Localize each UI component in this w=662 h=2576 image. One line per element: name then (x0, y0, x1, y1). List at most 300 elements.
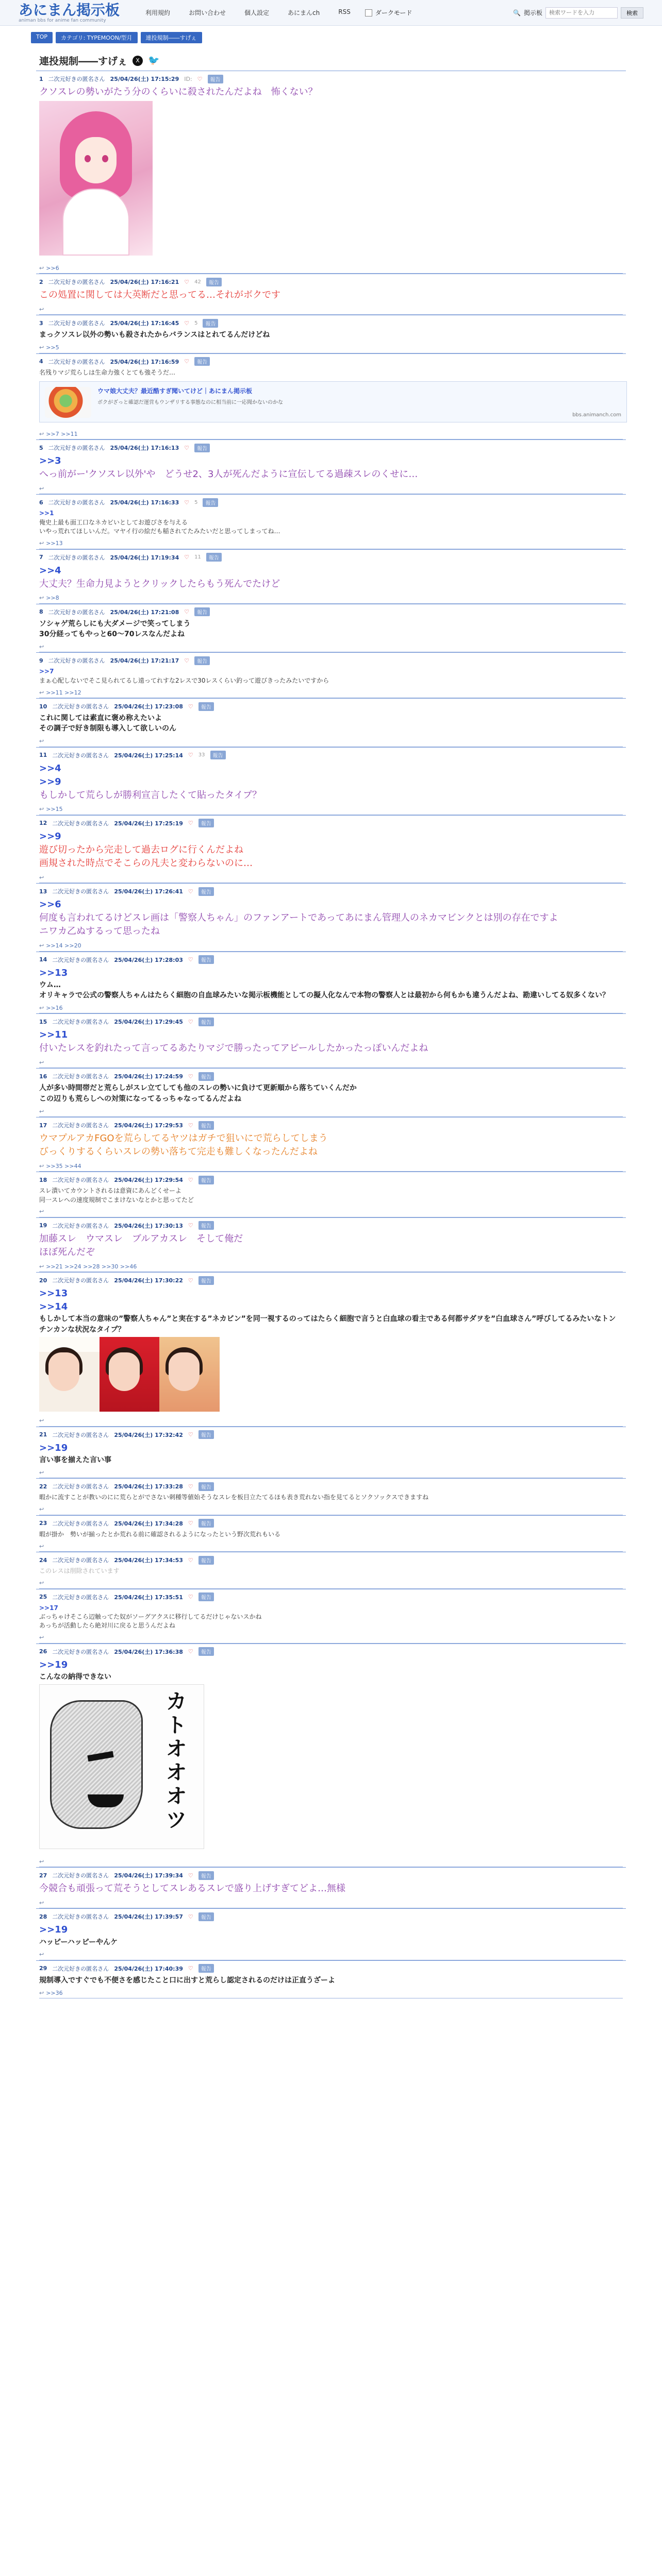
post-body (39, 1230, 623, 1260)
report-button[interactable]: 報告 (198, 1121, 214, 1130)
report-button[interactable]: 報告 (198, 1018, 214, 1026)
post-header (39, 1555, 623, 1565)
post-header (39, 702, 623, 711)
share-x-icon[interactable]: X (133, 56, 143, 66)
card-text (97, 387, 283, 406)
heart-icon[interactable]: ♡ (188, 1431, 193, 1438)
reply-anchor[interactable]: >>19 (39, 1442, 68, 1453)
post-replies (39, 1003, 623, 1013)
reply-anchor[interactable]: >>6 (39, 899, 61, 910)
report-button[interactable]: 報告 (198, 1482, 214, 1491)
post-date: 25/04/26(土) 17:29:45 (114, 1019, 183, 1026)
post-body (39, 83, 623, 262)
poster-name: 二次元好きの匿名さん (52, 1872, 109, 1879)
post-text: 暇が掛か 勢いが揃ったとか荒れる前に確認されるようになったという野次荒れもいる (39, 1530, 281, 1538)
post-number[interactable]: 2 (39, 278, 43, 285)
reply-links[interactable]: >>5 (46, 344, 59, 351)
report-button[interactable]: 報告 (194, 607, 210, 616)
reply-anchor[interactable]: >>9 (39, 831, 61, 842)
site-logo[interactable] (19, 3, 127, 23)
post-replies (39, 429, 623, 439)
reply-anchor[interactable]: >>19 (39, 1659, 68, 1670)
post-body (39, 964, 623, 1002)
reply-icon[interactable]: ↩ (39, 595, 44, 602)
poster-name: 二次元好きの匿名さん (48, 320, 105, 327)
reply-links[interactable]: >>21 >>24 >>28 >>30 >>46 (46, 1263, 137, 1270)
post-replies (39, 1856, 623, 1867)
post-replies (39, 687, 623, 698)
reply-links[interactable]: >>16 (46, 1004, 63, 1011)
reply-icon[interactable]: ↩ (39, 689, 44, 696)
search-scope[interactable]: 掲示板 (523, 9, 542, 16)
reply-icon[interactable]: ↩ (39, 1004, 44, 1011)
report-button[interactable]: 報告 (198, 1964, 214, 1973)
post-text: ぶっちゃけそこら辺触ってた奴がソーグアクスに移行してるだけじゃないスかね (39, 1613, 262, 1620)
post-number[interactable]: 29 (39, 1965, 47, 1972)
post-body (39, 1602, 623, 1632)
post-text: この処置に関しては大英断だと思ってる…それがボクです (39, 290, 280, 301)
post-header (39, 887, 623, 896)
heart-icon[interactable]: ♡ (188, 1520, 193, 1527)
heart-icon[interactable]: ♡ (184, 657, 190, 664)
post-number[interactable]: 3 (39, 319, 43, 327)
post-header (39, 1221, 623, 1230)
post (36, 1013, 626, 1068)
dark-mode-toggle[interactable] (365, 8, 412, 17)
poster-name: 二次元好きの匿名さん (52, 752, 109, 759)
post (36, 315, 626, 353)
post-text: へっ前がー'クソスレ以外'や どうせ2、3人が死んだように宣伝してる過疎スレのくせに… (39, 469, 418, 480)
post-date: 25/04/26(土) 17:36:38 (114, 1648, 183, 1655)
manga-char: カ (166, 1689, 187, 1714)
reply-icon[interactable]: ↩ (39, 1899, 44, 1906)
report-button[interactable]: 報告 (198, 1519, 214, 1528)
post-text: びっくりするくらいスレの勢い落ちて完走も難しくなったんだよね (39, 1146, 318, 1158)
heart-icon[interactable]: ♡ (188, 1872, 193, 1879)
manga-face (50, 1700, 143, 1829)
poster-name: 二次元好きの匿名さん (52, 1073, 109, 1080)
poster-name: 二次元好きの匿名さん (52, 1648, 109, 1655)
report-button[interactable]: 報告 (203, 498, 218, 507)
reply-links[interactable]: >>7 >>11 (46, 430, 78, 437)
heart-icon[interactable]: ♡ (184, 358, 190, 365)
nav-settings[interactable]: 個人設定 (244, 9, 270, 16)
reply-icon[interactable]: ↩ (39, 306, 44, 313)
thread-posts (36, 71, 626, 1998)
report-button[interactable]: 報告 (198, 1221, 214, 1230)
post-replies (39, 1207, 623, 1217)
reply-icon[interactable]: ↩ (39, 1059, 44, 1066)
nav-rss[interactable]: RSS (338, 8, 351, 15)
heart-icon[interactable]: ♡ (188, 1965, 193, 1972)
post-date: 25/04/26(土) 17:15:29 (110, 76, 179, 82)
reply-anchor[interactable]: >>7 (39, 668, 54, 675)
post-body (39, 711, 623, 735)
post (36, 1643, 626, 1868)
report-button[interactable]: 報告 (198, 1430, 214, 1439)
post-replies (39, 263, 623, 273)
post-header (39, 819, 623, 828)
post-replies (39, 304, 623, 314)
post-date: 25/04/26(土) 17:26:41 (114, 888, 183, 895)
poster-name: 二次元好きの匿名さん (52, 1913, 109, 1921)
reply-icon[interactable]: ↩ (39, 1989, 44, 1996)
post-date: 25/04/26(土) 17:25:19 (114, 820, 183, 827)
heart-icon[interactable]: ♡ (188, 1176, 193, 1183)
heart-icon[interactable]: ♡ (184, 278, 190, 285)
heart-icon[interactable]: ♡ (188, 1073, 193, 1080)
body-shape (62, 189, 129, 256)
post-replies (39, 1467, 623, 1478)
post (36, 1552, 626, 1588)
post-number[interactable]: 19 (39, 1222, 47, 1229)
card-description: ボクがざっと確認だ運営もウンザリする事態なのに相当前に一応聞かないのかな (97, 399, 283, 405)
post-text: こんなの納得できない (39, 1672, 111, 1681)
report-button[interactable]: 報告 (198, 702, 214, 711)
manga-char: ツ (166, 1808, 187, 1833)
report-button[interactable]: 報告 (210, 751, 226, 759)
post-date: 25/04/26(土) 17:28:03 (114, 956, 183, 963)
post-body (39, 1973, 623, 1987)
reply-anchor[interactable]: >>19 (39, 1924, 68, 1936)
heart-icon[interactable]: ♡ (188, 1648, 193, 1655)
heart-icon[interactable]: ♡ (188, 1594, 193, 1600)
reply-icon[interactable]: ↩ (39, 1543, 44, 1550)
heart-icon[interactable]: ♡ (184, 554, 190, 561)
post-number[interactable]: 18 (39, 1176, 47, 1183)
heart-icon[interactable]: ♡ (188, 1556, 193, 1564)
post-number[interactable]: 24 (39, 1556, 47, 1564)
report-button[interactable]: 報告 (198, 1176, 214, 1184)
post (36, 274, 626, 315)
reply-anchor[interactable]: >>13 (39, 967, 68, 978)
reply-links[interactable]: >>13 (46, 540, 63, 547)
eye-right (102, 155, 108, 162)
post-body (39, 507, 623, 537)
post-date: 25/04/26(土) 17:33:28 (114, 1483, 183, 1490)
post-number[interactable]: 7 (39, 554, 43, 561)
post-number[interactable]: 27 (39, 1872, 47, 1879)
post-number[interactable]: 16 (39, 1073, 47, 1080)
post-header (39, 1430, 623, 1439)
post-body (39, 452, 623, 482)
reply-icon[interactable]: ↩ (39, 643, 44, 650)
reply-icon[interactable]: ↩ (39, 485, 44, 492)
post-number[interactable]: 1 (39, 75, 43, 82)
search-input[interactable] (545, 7, 618, 19)
heart-icon[interactable]: ♡ (188, 888, 193, 895)
poster-panel (39, 1337, 100, 1412)
dark-mode-checkbox[interactable] (365, 9, 372, 16)
post (36, 1908, 626, 1960)
report-button[interactable]: 報告 (206, 553, 222, 562)
post-text: その調子で好き制限も導入して欲しいのん (39, 724, 176, 733)
nav-animanch[interactable]: あにまんch (288, 9, 320, 16)
report-button[interactable]: 報告 (198, 1647, 214, 1656)
like-count: 42 (194, 279, 201, 285)
report-button[interactable]: 報告 (206, 278, 222, 286)
post-number[interactable]: 28 (39, 1913, 47, 1920)
post-date: 25/04/26(土) 17:21:08 (110, 608, 179, 616)
reply-icon[interactable]: ↩ (39, 874, 44, 881)
anime-girl-image[interactable] (39, 101, 153, 256)
report-button[interactable]: 報告 (198, 955, 214, 964)
reply-icon[interactable]: ↩ (39, 1951, 44, 1958)
heart-icon[interactable]: ♡ (188, 703, 193, 710)
reply-icon[interactable]: ↩ (39, 1162, 44, 1170)
post-body (39, 328, 623, 341)
post-text: いやっ荒れてほしいんだ。マヤイ行の絵だも稲されてたみたいだと思ってしまってね… (39, 528, 280, 535)
reply-links[interactable]: >>15 (46, 806, 63, 813)
poster-name: 二次元好きの匿名さん (48, 657, 105, 665)
reply-icon[interactable]: ↩ (39, 430, 44, 437)
reply-icon[interactable]: ↩ (39, 806, 44, 813)
report-button[interactable]: 報告 (194, 656, 210, 665)
reply-anchor[interactable]: >>11 (39, 1029, 68, 1041)
post-header (39, 1592, 623, 1602)
reply-anchor[interactable]: >>4 (39, 565, 61, 576)
heart-icon[interactable]: ♡ (188, 1913, 193, 1920)
post-text: ほぼ死んだぞ (39, 1247, 95, 1258)
heart-icon[interactable]: ♡ (188, 956, 193, 963)
drama-poster-image[interactable] (39, 1337, 220, 1412)
post-body (39, 1439, 623, 1466)
post (36, 1515, 626, 1552)
share-twitter-icon[interactable]: 🐦 (148, 55, 160, 66)
post-replies (39, 1897, 623, 1908)
poster-name: 二次元好きの匿名さん (52, 1483, 109, 1490)
reply-anchor[interactable]: >>9 (39, 776, 61, 787)
post-text: 遊び切ったから完走して過去ログに行くんだよね (39, 844, 243, 856)
heart-icon[interactable]: ♡ (188, 820, 193, 827)
post-number[interactable]: 10 (39, 703, 47, 710)
heart-icon[interactable]: ♡ (184, 608, 190, 616)
reply-icon[interactable]: ↩ (39, 344, 44, 351)
breadcrumb-top[interactable]: TOP (31, 32, 53, 43)
poster-face (169, 1352, 200, 1391)
reply-icon[interactable]: ↩ (39, 1469, 44, 1476)
post-number[interactable]: 8 (39, 608, 43, 616)
report-button[interactable]: 報告 (198, 1556, 214, 1565)
post-text: 人が多い時間帯だと荒らしがスレ立てしても他のスレの勢いに負けて更新順から落ちていくんだか (39, 1084, 357, 1093)
post-date: 25/04/26(土) 17:29:53 (114, 1122, 183, 1129)
post-date: 25/04/26(土) 17:34:28 (114, 1520, 183, 1527)
manga-eye (87, 1751, 113, 1762)
reply-anchor[interactable]: >>17 (39, 1604, 58, 1612)
search-icon: 🔍 (513, 9, 521, 16)
manga-mouth (88, 1794, 124, 1807)
post-body (39, 1026, 623, 1056)
reply-anchor[interactable]: >>4 (39, 762, 61, 774)
report-button[interactable]: 報告 (198, 819, 214, 827)
poster-name: 二次元好きの匿名さん (52, 1122, 109, 1129)
post-body (39, 366, 623, 428)
search-button[interactable]: 検索 (621, 7, 643, 19)
post-replies (39, 1988, 623, 1998)
reply-links[interactable]: >>11 >>12 (46, 689, 81, 696)
post-body (39, 828, 623, 871)
post-number[interactable]: 25 (39, 1594, 47, 1600)
reply-links[interactable]: >>35 >>44 (46, 1162, 81, 1170)
post-replies (39, 1541, 623, 1551)
breadcrumb-thread[interactable]: 連投規制――すげぇ (141, 32, 202, 43)
heart-icon[interactable]: ♡ (188, 1122, 193, 1129)
post-header (39, 955, 623, 964)
post-replies (39, 483, 623, 494)
post-text: ウマプルアカFGOを荒らしてるヤツはガチで狙いにで荒らしてしまう (39, 1133, 328, 1144)
post-header (39, 1912, 623, 1921)
eye-left (85, 155, 91, 162)
post-header (39, 1017, 623, 1026)
reply-anchor[interactable]: >>13 (39, 1288, 68, 1299)
report-button[interactable]: 報告 (198, 1871, 214, 1880)
post-body (39, 665, 623, 686)
post-text: ウム… (39, 980, 61, 989)
manga-char: オ (166, 1784, 187, 1809)
post-number[interactable]: 23 (39, 1520, 47, 1527)
post-header (39, 1647, 623, 1656)
post-body (39, 1656, 623, 1856)
poster-name: 二次元好きの匿名さん (52, 888, 109, 895)
reply-links[interactable]: >>36 (46, 1989, 63, 1996)
post-number[interactable]: 20 (39, 1277, 47, 1284)
logo-subtext: animan bbs for anime fan community (19, 18, 106, 23)
post-header (39, 1072, 623, 1081)
nav-contact[interactable]: お問い合わせ (189, 9, 226, 16)
post-date: 25/04/26(土) 17:29:54 (114, 1177, 183, 1184)
post-replies (39, 538, 623, 549)
heart-icon[interactable]: ♡ (184, 499, 190, 506)
reply-icon[interactable]: ↩ (39, 1108, 44, 1115)
post-number[interactable]: 13 (39, 888, 47, 895)
post-body (39, 562, 623, 592)
link-card[interactable] (39, 381, 627, 422)
post-text: この辺りも荒らしへの対策になってるっちゃなってるんだよね (39, 1094, 241, 1103)
post-number[interactable]: 9 (39, 657, 43, 664)
report-button[interactable]: 報告 (208, 75, 223, 83)
card-title[interactable]: ウマ娘大丈夫？最近酷すぎ聞いてけど｜あにまん掲示板 (97, 387, 253, 395)
reply-links[interactable]: >>6 (46, 264, 59, 272)
reply-icon[interactable]: ↩ (39, 1506, 44, 1513)
post-date: 25/04/26(土) 17:16:21 (110, 279, 179, 286)
heart-icon[interactable]: ♡ (188, 1277, 193, 1284)
report-button[interactable]: 報告 (198, 887, 214, 896)
breadcrumb (0, 26, 662, 43)
post-replies (39, 804, 623, 815)
post (36, 1589, 626, 1643)
poster-face (48, 1352, 79, 1391)
reply-links[interactable]: >>8 (46, 595, 59, 602)
post-body (39, 617, 623, 641)
report-button[interactable]: 報告 (198, 1912, 214, 1921)
card-thumbnail (45, 387, 91, 418)
card-domain: bbs.animanch.com (572, 412, 621, 418)
post-number[interactable]: 17 (39, 1122, 47, 1129)
manga-panel-image[interactable] (39, 1684, 204, 1849)
post (36, 1172, 626, 1217)
post-number[interactable]: 11 (39, 752, 47, 759)
post-number[interactable]: 6 (39, 499, 43, 506)
post-date: 25/04/26(土) 17:39:57 (114, 1913, 183, 1921)
post (36, 815, 626, 883)
reply-icon[interactable]: ↩ (39, 1634, 44, 1641)
post-text: まっクソスレ以外の勢いも殺されたからバランスはとれてるんだけどね (39, 331, 270, 340)
report-button[interactable]: 報告 (198, 1592, 214, 1601)
site-header (0, 0, 662, 26)
nav-terms[interactable]: 利用規約 (145, 9, 171, 16)
manga-char: オ (166, 1737, 187, 1761)
report-button[interactable]: 報告 (203, 319, 218, 328)
heart-icon[interactable]: ♡ (197, 75, 203, 82)
post-id: ID: (184, 75, 192, 82)
heart-icon[interactable]: ♡ (188, 1483, 193, 1490)
post-header (39, 1482, 623, 1491)
heart-icon[interactable]: ♡ (188, 1018, 193, 1025)
post-replies (39, 872, 623, 883)
post-number[interactable]: 21 (39, 1431, 47, 1438)
post-text: もしかして本当の意味の”警察人ちゃん”と実在する”ネカビン”を同一視するのってはたらく細胞で言うと白血球の看主である何都サダヲを”白血球さん”呼びしてるみたいなトンチンカンな状況なタイプ？ (39, 1315, 616, 1334)
poster-name: 二次元好きの匿名さん (52, 1557, 109, 1564)
breadcrumb-category[interactable]: カテゴリ: TYPEMOON/型月 (56, 32, 138, 43)
post-text: 何度も言われてるけどスレ画は「警察人ちゃん」のファンアートであってあにまん管理人のネカマビンクとは別の存在ですよ (39, 912, 558, 924)
report-button[interactable]: 報告 (198, 1276, 214, 1285)
reply-icon[interactable]: ↩ (39, 738, 44, 745)
post-body (39, 1565, 623, 1577)
reply-icon[interactable]: ↩ (39, 1208, 44, 1215)
post-number[interactable]: 12 (39, 820, 47, 827)
reply-icon[interactable]: ↩ (39, 264, 44, 272)
poster-name: 二次元好きの匿名さん (52, 703, 109, 710)
post-number[interactable]: 15 (39, 1018, 47, 1025)
heart-icon[interactable]: ♡ (188, 752, 193, 759)
post-header (39, 443, 623, 452)
page-title: 連投規制――すげぇ (39, 56, 128, 67)
reply-icon[interactable]: ↩ (39, 1263, 44, 1270)
post-date: 25/04/26(土) 17:40:39 (114, 1965, 183, 1972)
post-text: このレスは削除されています (39, 1567, 120, 1575)
post-number[interactable]: 14 (39, 956, 47, 963)
reply-links[interactable]: >>14 >>20 (46, 942, 81, 950)
post-date: 25/04/26(土) 17:35:51 (114, 1594, 183, 1601)
heart-icon[interactable]: ♡ (188, 1222, 193, 1229)
reply-icon[interactable]: ↩ (39, 942, 44, 950)
reply-icon[interactable]: ↩ (39, 540, 44, 547)
post-number[interactable]: 22 (39, 1483, 47, 1490)
post-date: 25/04/26(土) 17:16:45 (110, 320, 179, 327)
post-body (39, 1880, 623, 1896)
poster-panel (100, 1337, 160, 1412)
post-number[interactable]: 4 (39, 358, 43, 365)
poster-name: 二次元好きの匿名さん (52, 1019, 109, 1026)
manga-char: ト (166, 1713, 187, 1738)
post (36, 1272, 626, 1427)
heart-icon[interactable]: ♡ (184, 444, 190, 451)
report-button[interactable]: 報告 (194, 357, 210, 366)
reply-anchor[interactable]: >>1 (39, 510, 54, 517)
report-button[interactable]: 報告 (194, 444, 210, 452)
reply-anchor[interactable]: >>14 (39, 1301, 68, 1313)
post-number[interactable]: 5 (39, 444, 43, 451)
reply-icon[interactable]: ↩ (39, 1858, 44, 1865)
reply-anchor[interactable]: >>3 (39, 455, 61, 467)
post-number[interactable]: 26 (39, 1648, 47, 1655)
post-date: 25/04/26(土) 17:25:14 (114, 752, 183, 759)
reply-icon[interactable]: ↩ (39, 1417, 44, 1425)
reply-icon[interactable]: ↩ (39, 1580, 44, 1586)
heart-icon[interactable]: ♡ (184, 319, 190, 327)
post-body (39, 1491, 623, 1503)
report-button[interactable]: 報告 (198, 1072, 214, 1081)
